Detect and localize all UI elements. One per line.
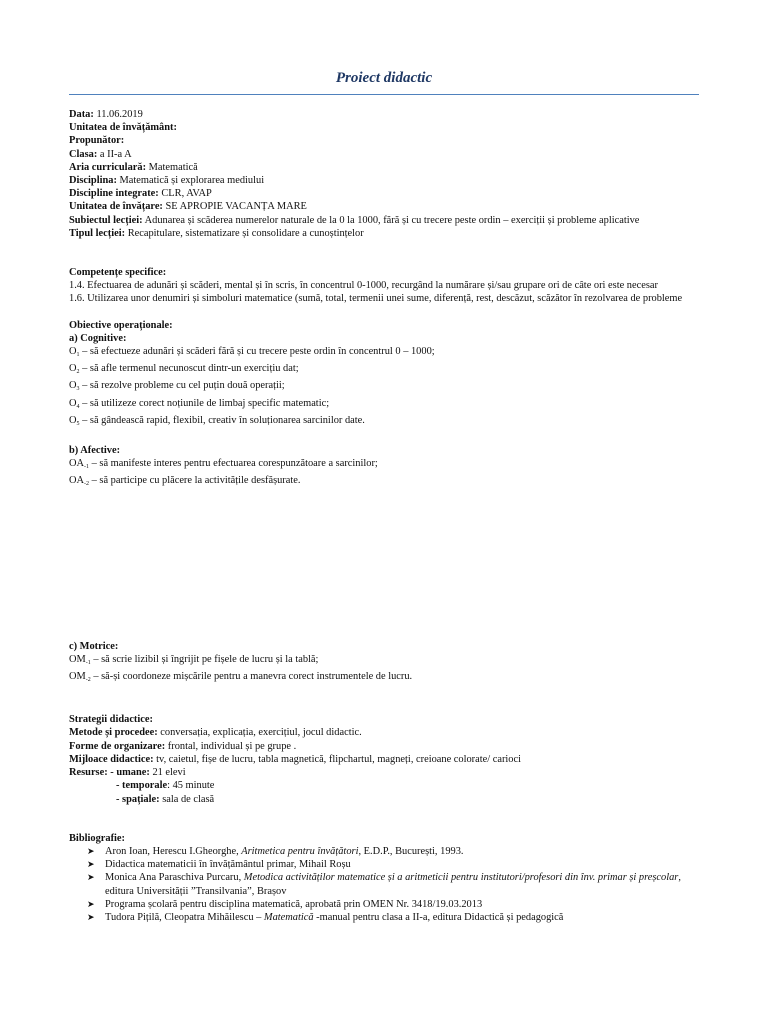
bibliography-item: ➤ Programa școlară pentru disciplina matematică, aprobată prin OMEN Nr. 3418/19.03.2013	[87, 898, 483, 910]
tipul-value: Recapitulare, sistematizare și consolidare a cunoștințelor	[127, 227, 364, 239]
integrate-value: CLR, AVAP	[161, 188, 212, 200]
bibliography-item: ➤ Aron Ioan, Herescu I.Gheorghe, Aritmetica pentru învățători, E.D.P., București, 1993.	[87, 845, 464, 857]
disciplina-label: Disciplina:	[69, 175, 117, 187]
clasa-row	[69, 148, 701, 161]
objective-item: $O_2$ – să afle termenul necunoscut dintr-un exercițiu dat;	[69, 363, 299, 376]
data-label: Data:	[69, 109, 94, 120]
document-body	[69, 108, 701, 924]
arrow-bullet-icon: ➤	[87, 911, 95, 922]
objective-item: $O_1$ – să efectueze adunări și scăderi fără și cu trecere peste ordin în concentrul 0 – 1000;	[69, 346, 435, 359]
mijloace-row: Mijloace didactice: tv, caietul, fișe de lucru, tabla magnetică, flipchartul, magneți, creioane colorate/ carioci	[69, 753, 522, 765]
disciplina-value: Matematică și explorarea mediului	[119, 175, 265, 187]
unitatea-invatare-value: SE APROPIE VACANȚA MARE	[165, 201, 307, 213]
title-underline	[69, 94, 699, 95]
arrow-bullet-icon: ➤	[87, 845, 95, 856]
aria-label: Aria curriculară:	[69, 161, 147, 173]
clasa-label: Clasa:	[69, 148, 98, 160]
cognitive-list	[69, 345, 701, 431]
competenta-item: 1.4. Efectuarea de adunări și scăderi, mental și în scris, în concentrul 0-1000, recurgând la numărare și/sau grupare ori de câte ori este necesar	[69, 280, 658, 292]
bibliography-item: ➤ Tudora Pițilă, Cleopatra Mihăilescu – Matematică -manual pentru clasa a II-a, editura Didactică și pedagogică	[87, 911, 564, 923]
resurse-temporale-row: - temporale: 45 minute	[116, 780, 215, 792]
aria-row	[69, 161, 701, 174]
resurse-spatiale-row: - spațiale: sala de clasă	[116, 793, 215, 805]
forme-row: Forme de organizare: frontal, individual și pe grupe .	[69, 740, 297, 752]
arrow-bullet-icon: ➤	[87, 898, 95, 909]
tipul-label: Tipul lecției:	[69, 227, 126, 239]
metode-row: Metode și procedee: conversația, explicația, exercițiul, jocul didactic.	[69, 727, 362, 739]
objective-item: $O_3$ – să rezolve probleme cu cel puțin două operații;	[69, 380, 285, 393]
competenta-item: 1.6. Utilizarea unor denumiri și simboluri matematice (sumă, total, termenii unei sume, diferență, rest, descăzut, scăzător în rezolvarea de probleme	[69, 293, 683, 305]
obiective-heading: Obiective operaționale:	[69, 319, 173, 331]
integrate-row	[69, 187, 701, 200]
subiect-label: Subiectul lecției:	[69, 214, 143, 226]
competente-heading: Competențe specifice:	[69, 267, 167, 279]
objective-item: $OM_{-1}$ – să scrie lizibil și îngrijit pe fișele de lucru și la tablă;	[69, 653, 319, 666]
cognitive-heading: a) Cognitive:	[69, 332, 127, 344]
subiect-value: Adunarea și scăderea numerelor naturale de la 0 la 1000, fără și cu trecere peste ordin – exerciții și probleme aplicative	[144, 214, 640, 226]
objective-item: $OA_{-2}$ – să participe cu plăcere la activitățile desfășurate.	[69, 475, 301, 488]
arrow-bullet-icon: ➤	[87, 872, 95, 883]
integrate-label: Discipline integrate:	[69, 188, 159, 200]
document-title: Proiect didactic	[335, 70, 433, 86]
unitatea-invatare-label: Unitatea de învățare:	[69, 201, 163, 213]
objective-item: $O_4$ – să utilizeze corect noțiunile de limbaj specific matematic;	[69, 397, 330, 410]
subiect-row	[69, 214, 701, 227]
disciplina-row	[69, 174, 701, 187]
afective-heading: b) Afective:	[69, 445, 121, 457]
objective-item: $O_5$ – să gândească rapid, flexibil, creativ în soluționarea sarcinilor date.	[69, 414, 365, 427]
unitatea-invatare-row	[69, 200, 701, 213]
bibliography-item: ➤ Monica Ana Paraschiva Purcaru, Metodica activităților matematice și a aritmeticii pentru institutori/profesori din înv. primar și preșcolar, editura Universității ”Transilvania”, Brașov	[87, 872, 681, 897]
strategii-heading: Strategii didactice:	[69, 714, 153, 726]
arrow-bullet-icon: ➤	[87, 859, 95, 870]
bibliografie-heading: Bibliografie:	[69, 832, 125, 844]
objective-item: $OA_{-1}$ – să manifeste interes pentru efectuarea corespunzătoare a sarcinilor;	[69, 458, 378, 471]
data-value: 11.06.2019	[96, 109, 143, 120]
unitate-label: Unitatea de învățământ:	[69, 122, 177, 134]
tipul-row	[69, 227, 701, 240]
clasa-value: a II-a A	[99, 148, 132, 160]
aria-value: Matematică	[148, 161, 198, 173]
bibliografie-list	[69, 845, 701, 924]
objective-item: $OM_{-2}$ – să-și coordoneze mișcările pentru a manevra corect instrumentele de lucru.	[69, 671, 413, 684]
motrice-heading: c) Motrice:	[69, 640, 119, 652]
data-row	[69, 108, 701, 121]
bibliography-item: ➤ Didactica matematicii în învățământul primar, Mihail Roșu	[87, 859, 351, 871]
resurse-row: Resurse: - umane: 21 elevi	[69, 767, 186, 779]
propunator-row	[69, 134, 701, 147]
unitate-row	[69, 121, 701, 134]
propunator-label: Propunător:	[69, 135, 125, 147]
